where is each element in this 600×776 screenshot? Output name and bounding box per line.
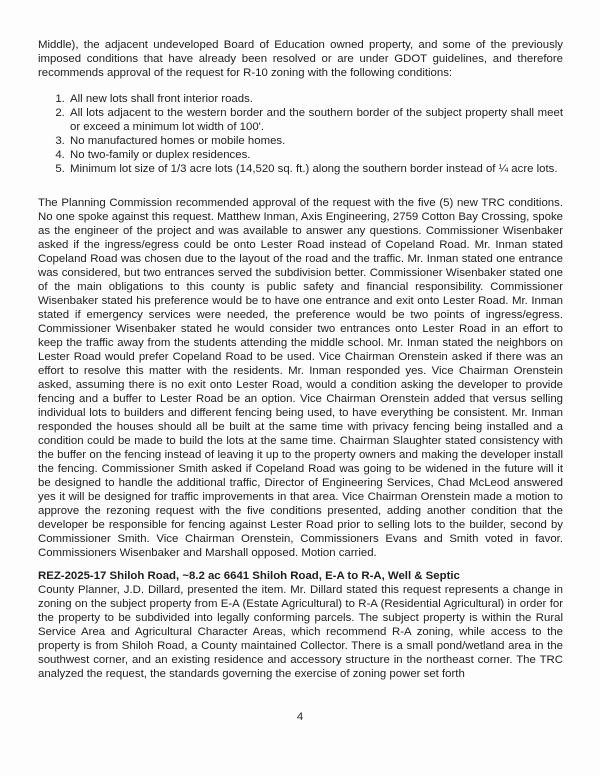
condition-item: 1. All new lots shall front interior roads. <box>68 92 563 106</box>
condition-item: 3. No manufactured homes or mobile homes. <box>68 134 563 148</box>
condition-item: 5. Minimum lot size of 1/3 acre lots (14,520 sq. ft.) along the southern border instead of ¼ acre lots. <box>68 162 563 176</box>
discussion-paragraph: The Planning Commission recommended approval of the request with the five (5) new TRC conditions. No one spoke against this request. Matthew Inman, Axis Engineering, 2759 Cotton Bay Crossing, spoke as the engineer of the project and was available to answer any questions. Commissioner Wisenbaker asked if the ingress/egress could be onto Lester Road instead of Copeland Road. Mr. Inman stated Copeland Road was chosen due to the layout of the road and the traffic. Mr. Inman stated one entrance was considered, but two entrances served the subdivision better. Commissioner Wisenbaker stated one of the main obligations to this county is public safety and financial responsibility. Commissioner Wisenbaker stated his preference would be to have one entrance and exit onto Lester Road. Mr. Inman stated if emergency services were needed, the preference would be two points of ingress/egress. Commissioner Wisenbaker stated he would consider two entrances onto Lester Road in an effort to keep the traffic away from the students attending the middle school. Mr. Inman stated the neighbors on Lester Road would prefer Copeland Road to be used. Vice Chairman Orenstein asked if there was an effort to resolve this matter with the residents. Mr. Inman responded yes. Vice Chairman Orenstein asked, assuming there is no exit onto Lester Road, would a condition asking the developer to provide fencing and a buffer to Lester Road be an option. Vice Chairman Orenstein added that versus selling individual lots to builders and different fencing being used, to have everything be consistent. Mr. Inman responded the houses should all be built at the same time with privacy fencing being installed and a condition could be made to build the lots at the same time. Chairman Slaughter stated consistency with the buffer on the fencing instead of leaving it up to the property owners and making the developer install the fencing. Commissioner Smith asked if Copeland Road was going to be widened in the future will it be designed to handle the additional traffic, Director of Engineering Services, Chad McLeod answered yes it will be designed for traffic improvements in that area. Vice Chairman Orenstein made a motion to approve the rezoning request with the five conditions presented, adding another condition that the developer be responsible for fencing against Lester Road prior to selling lots to the builder, second by Commissioner Smith. Vice Chairman Orenstein, Commissioners Evans and Smith voted in favor. Commissioners Wisenbaker and Marshall opposed. Motion carried. <box>38 197 563 559</box>
intro-paragraph: Middle), the adjacent undeveloped Board of Education owned property, and some of the previously imposed conditions that have already been resolved or are under GDOT guidelines, and therefore recommends approval of the request for R-10 zoning with the following conditions: <box>38 39 563 79</box>
page-number: 4 <box>296 711 304 723</box>
condition-item: 4. No two-family or duplex residences. <box>68 148 563 162</box>
conditions-list <box>38 92 563 176</box>
rezoning-item-paragraph: County Planner, J.D. Dillard, presented the item. Mr. Dillard stated this request represents a change in zoning on the subject property from E-A (Estate Agricultural) to R-A (Residential Agricultural) in order for the property to be subdivided into legally conforming parcels. The subject property is within the Rural Service Area and Agricultural Character Areas, which recommend R-A zoning, while access to the property is from Shiloh Road, a County maintained Collector. There is a small pond/wetland area in the southwest corner, and an existing residence and accessory structure in the northeast corner. The TRC analyzed the request, the standards governing the exercise of zoning power set forth <box>38 584 563 680</box>
rezoning-item-heading: REZ-2025-17 Shiloh Road, ~8.2 ac 6641 Shiloh Road, E-A to R-A, Well & Septic <box>38 570 460 582</box>
condition-item: 2. All lots adjacent to the western border and the southern border of the subject property shall meet or exceed a minimum lot width of 100'. <box>68 106 563 134</box>
